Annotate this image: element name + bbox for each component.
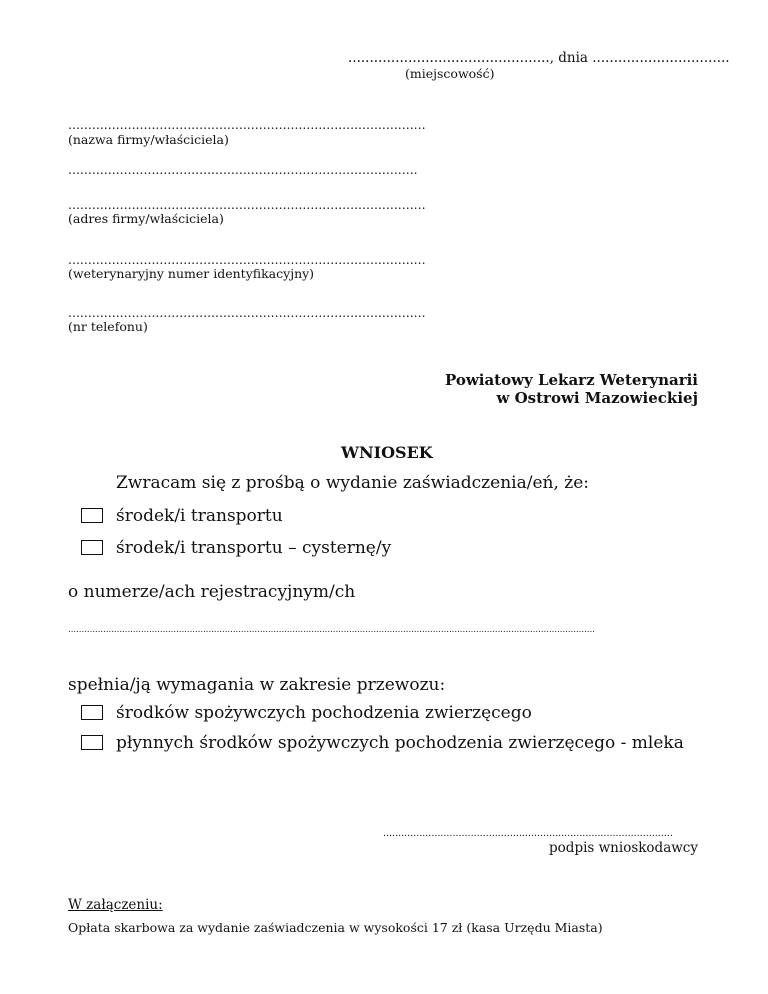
vet-id-line[interactable]: .......................................................................................... bbox=[68, 252, 426, 267]
company-name-line-2[interactable]: ........................................................................................ bbox=[68, 162, 418, 177]
option-tanker-label: środek/i transportu – cysternę/y bbox=[116, 538, 392, 558]
option-transport-label: środek/i transportu bbox=[116, 506, 283, 526]
req-food-checkbox[interactable] bbox=[81, 705, 103, 720]
req-food-label: środków spożywczych pochodzenia zwierzęcego bbox=[116, 703, 532, 723]
req-milk-label: płynnych środków spożywczych pochodzenia zwierzęcego - mleka bbox=[116, 733, 684, 753]
company-name-line-1[interactable]: .......................................................................................... bbox=[68, 117, 426, 132]
requirements-label: spełnia/ją wymagania w zakresie przewozu: bbox=[68, 675, 446, 695]
request-intro: Zwracam się z prośbą o wydanie zaświadczenia/eń, że: bbox=[116, 473, 590, 493]
signature-caption: podpis wnioskodawcy bbox=[549, 840, 698, 856]
option-tanker-checkbox[interactable] bbox=[81, 540, 103, 555]
recipient-line-1: Powiatowy Lekarz Weterynarii bbox=[444, 371, 698, 389]
req-milk-checkbox[interactable] bbox=[81, 735, 103, 750]
company-address-caption: (adres firmy/właściciela) bbox=[68, 211, 224, 226]
company-address-line[interactable]: .......................................................................................... bbox=[68, 197, 426, 212]
phone-caption: (nr telefonu) bbox=[68, 319, 148, 334]
company-name-caption: (nazwa firmy/właściciela) bbox=[68, 132, 229, 147]
registration-line[interactable]: ................................................................................................................................................................................................... bbox=[68, 625, 595, 635]
phone-line[interactable]: .......................................................................................... bbox=[68, 305, 426, 320]
recipient-line-2: w Ostrowi Mazowieckiej bbox=[496, 389, 698, 407]
option-transport-checkbox[interactable] bbox=[81, 508, 103, 523]
attachment-item: Opłata skarbowa za wydanie zaświadczenia w wysokości 17 zł (kasa Urzędu Miasta) bbox=[68, 920, 603, 935]
place-date-line[interactable]: ..............................................., dnia ................................ bbox=[348, 50, 730, 66]
attachments-heading: W załączeniu: bbox=[68, 897, 163, 913]
place-caption: (miejscowość) bbox=[405, 66, 495, 81]
form-title: WNIOSEK bbox=[341, 443, 433, 462]
vet-id-caption: (weterynaryjny numer identyfikacyjny) bbox=[68, 266, 315, 281]
registration-label: o numerze/ach rejestracyjnym/ch bbox=[68, 582, 356, 602]
signature-line[interactable]: ................................................................................................ bbox=[383, 828, 673, 839]
